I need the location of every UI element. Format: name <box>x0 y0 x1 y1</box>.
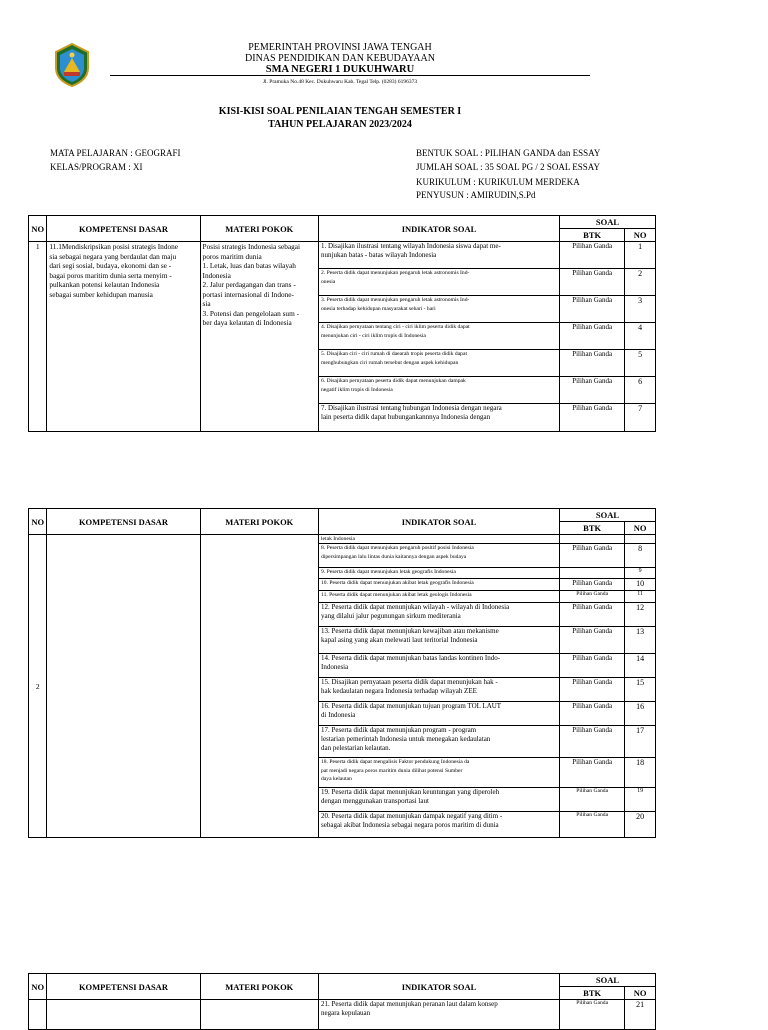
question-number-cell: 8 <box>625 544 656 568</box>
question-number-cell: 1 <box>625 242 656 269</box>
indikator-cell <box>319 377 560 404</box>
header-qno: NO <box>625 522 656 535</box>
indikator-cell <box>319 654 560 678</box>
meta-question-form: BENTUK SOAL : PILIHAN GANDA dan ESSAY <box>416 148 601 158</box>
meta-subject: MATA PELAJARAN : GEOGRAFI <box>50 148 181 158</box>
text-line: 3. Potensi dan pengelolaan sum - <box>202 308 300 318</box>
btk-cell: Pilihan Ganda <box>559 579 624 591</box>
indikator-cell <box>319 1000 560 1030</box>
kop-address: Jl. Pramuka No.48 Kec. Dukuhwaru Kab. Tegal Telp. (0283) 6196373 <box>262 79 418 85</box>
text-line: 2. Jalur perdagangan dan trans - <box>202 280 296 289</box>
header-btk: BTK <box>559 522 624 535</box>
text-line: 2. Peserta didik dapat menunjukan pengaruh letak astronomis Ind- <box>321 270 470 276</box>
text-line: 15. Disajikan pernyataan peserta didik dapat menunjukan hak - <box>321 678 498 686</box>
text-line: negatif iklim tropis di Indonesia <box>321 386 393 393</box>
grid-table-page-2 <box>28 508 656 838</box>
indikator-cell <box>319 568 560 579</box>
indikator-cell <box>319 603 560 627</box>
kop-divider <box>110 75 590 76</box>
btk-cell: Pilihan Ganda <box>559 242 624 269</box>
kompetensi-dasar-cell <box>47 1000 200 1030</box>
text-line: pulkankan potensi kelautan Indonesia <box>49 280 160 289</box>
meta-question-count: JUMLAH SOAL : 35 SOAL PG / 2 SOAL ESSAY <box>416 162 600 172</box>
text-line: di Indonesia <box>321 711 356 719</box>
kop-line-government: PEMERINTAH PROVINSI JAWA TENGAH <box>248 42 432 53</box>
meta-class: KELAS/PROGRAM : XI <box>50 162 143 172</box>
btk-cell: Pilihan Ganda <box>559 1000 624 1030</box>
text-line: Posisi strategis Indonesia sebagai <box>202 242 301 251</box>
indikator-cell <box>319 544 560 568</box>
text-line: lestarian pemerintah Indonesia untuk menegakan kedaulatan <box>321 735 491 743</box>
text-line: 11.1Mendiskripsikan posisi strategis Indone <box>49 242 179 251</box>
text-line: 13. Peserta didik dapat menunjukan kewajiban atau mekanisme <box>321 627 499 635</box>
text-line: 4. Disajikan pernyataan tentang ciri - ciri iklim peserta didik dapat <box>321 324 470 330</box>
header-indikator: INDIKATOR SOAL <box>319 509 560 535</box>
header-indikator: INDIKATOR SOAL <box>319 974 560 1000</box>
question-number-cell: 7 <box>625 404 656 432</box>
text-line: 18. Peserta didik dapat mengalisis Faktor pendukung Indonesia da <box>321 759 470 765</box>
text-line: 16. Peserta didik dapat menunjukan tujuan program TOL LAUT <box>321 702 502 710</box>
meta-curriculum: KURIKULUM : KURIKULUM MERDEKA <box>416 177 580 187</box>
btk-cell: Pilihan Ganda <box>559 812 624 838</box>
btk-cell <box>559 568 624 579</box>
grid-table-page-3 <box>28 973 656 1030</box>
header-no: NO <box>29 509 47 535</box>
indikator-cell <box>319 269 560 296</box>
text-line: dan pelestarian kelautan. <box>321 744 391 752</box>
btk-cell <box>559 535 624 544</box>
text-line: 8. Peserta didik dapat menunjukan pengaruh positif posisi Indonesia <box>321 545 474 551</box>
question-number-cell: 10 <box>625 579 656 591</box>
row-number: 1 <box>29 242 47 432</box>
document-subtitle: TAHUN PELAJARAN 2023/2024 <box>268 119 412 130</box>
question-number-cell: 17 <box>625 726 656 758</box>
row-number <box>29 1000 47 1030</box>
text-line: negara kepulauan <box>321 1009 371 1017</box>
btk-cell: Pilihan Ganda <box>559 323 624 350</box>
text-line: 19. Peserta didik dapat menunjukan keuntungan yang diperoleh <box>321 788 500 796</box>
table-row <box>29 535 656 544</box>
text-line: onesia <box>321 278 336 285</box>
question-number-cell: 20 <box>625 812 656 838</box>
header-soal: SOAL <box>559 509 655 522</box>
text-line: 10. Peserta didik dapat menunjukan akibat letak geografis Indonesia <box>321 580 474 586</box>
question-number-cell: 3 <box>625 296 656 323</box>
indikator-cell <box>319 788 560 812</box>
materi-pokok-cell <box>200 535 318 838</box>
text-line: 11. Peserta didik dapat menunjukan akibat letak geologis Indonesia <box>321 592 472 598</box>
btk-cell: Pilihan Ganda <box>559 702 624 726</box>
materi-pokok-cell <box>200 1000 318 1030</box>
question-number-cell: 2 <box>625 269 656 296</box>
text-line: yang dilalui jalur pegunungan sirkum mediterania <box>321 612 461 620</box>
grid-table-page-1 <box>28 215 656 432</box>
text-line: sebagai akibat Indonesia sebagai negara poros maritim di dunia <box>321 821 499 829</box>
indikator-cell <box>319 579 560 591</box>
header-indikator: INDIKATOR SOAL <box>319 216 560 242</box>
btk-cell: Pilihan Ganda <box>559 377 624 404</box>
question-number-cell: 13 <box>625 627 656 654</box>
text-line: dipersimpangan lalu lintas dunia kaitannya dengan aspek budaya <box>321 553 467 560</box>
indikator-cell <box>319 323 560 350</box>
header-mp: MATERI POKOK <box>200 509 318 535</box>
text-line: 5. Disajikan ciri - ciri rumah di daearah tropis peserta didik dapat <box>321 351 468 357</box>
btk-cell: Pilihan Ganda <box>559 404 624 432</box>
indikator-cell <box>319 242 560 269</box>
header-qno: NO <box>625 229 656 242</box>
row-number: 2 <box>29 535 47 838</box>
indikator-cell <box>319 758 560 788</box>
indikator-cell <box>319 726 560 758</box>
btk-cell: Pilihan Ganda <box>559 627 624 654</box>
question-number-cell: 5 <box>625 350 656 377</box>
text-line: 20. Peserta didik dapat menunjukan dampak negatif yang ditim - <box>321 812 503 820</box>
question-number-cell: 18 <box>625 758 656 788</box>
kop-line-school: SMA NEGERI 1 DUKUHWARU <box>265 64 415 75</box>
table-row <box>29 1000 656 1030</box>
question-number-cell: 9 <box>625 568 656 579</box>
text-line: sia <box>202 299 211 308</box>
meta-author: PENYUSUN : AMIRUDIN,S.Pd <box>416 190 536 200</box>
text-line: ber daya kelautan di Indonesia <box>202 318 292 327</box>
header-kd: KOMPETENSI DASAR <box>47 974 200 1000</box>
text-line: pat menjadi negara poros maritim dunia dilihat potensi Sumber <box>321 767 463 774</box>
btk-cell: Pilihan Ganda <box>559 788 624 812</box>
header-soal: SOAL <box>559 974 655 987</box>
btk-cell: Pilihan Ganda <box>559 654 624 678</box>
text-line: 14. Peserta didik dapat menunjukan batas landas kontinen Indo- <box>321 654 501 662</box>
text-line: sebagai sumber kehidupan manusia <box>49 289 153 299</box>
table-row <box>29 242 656 269</box>
btk-cell: Pilihan Ganda <box>559 350 624 377</box>
indikator-cell <box>319 702 560 726</box>
header-kd: KOMPETENSI DASAR <box>47 509 200 535</box>
text-line: portasi internasional di Indone- <box>202 289 294 299</box>
text-line: 21. Peserta didik dapat menunjukan peranan laut dalam konsep <box>321 1000 498 1008</box>
header-qno: NO <box>625 987 656 1000</box>
question-number-cell: 11 <box>625 591 656 603</box>
central-java-emblem-icon <box>52 42 92 88</box>
question-number-cell: 16 <box>625 702 656 726</box>
text-line: sia sebagai negara yang berdaulat dan maju <box>49 251 177 261</box>
header-btk: BTK <box>559 987 624 1000</box>
btk-cell: Pilihan Ganda <box>559 591 624 603</box>
question-number-cell: 4 <box>625 323 656 350</box>
text-line: poros maritim dunia <box>202 251 262 261</box>
header-kd: KOMPETENSI DASAR <box>47 216 200 242</box>
text-line: 3. Peserta didik dapat menunjukan pengaruh letak astronomis Ind- <box>321 297 470 303</box>
indikator-cell: letak Indonesia <box>319 535 560 544</box>
materi-pokok-cell <box>200 242 318 432</box>
indikator-cell <box>319 296 560 323</box>
question-number-cell: 15 <box>625 678 656 702</box>
text-line: daya kelautan <box>321 776 352 782</box>
header-no: NO <box>29 216 47 242</box>
header-mp: MATERI POKOK <box>200 216 318 242</box>
text-line: 9. Peserta didik dapat menunjukan letak geografis Indonesia <box>321 569 456 575</box>
text-line: menunjukan ciri - ciri iklim tropis di Indonesia <box>321 332 426 339</box>
text-line: 7. Disajikan ilustrasi tentang hubungan Indonesia dengan negara <box>321 404 502 412</box>
question-number-cell <box>625 535 656 544</box>
header-no: NO <box>29 974 47 1000</box>
text-line: Indonesia <box>202 270 231 280</box>
btk-cell: Pilihan Ganda <box>559 726 624 758</box>
text-line: 17. Peserta didik dapat menunjukan program - program <box>321 726 477 734</box>
btk-cell: Pilihan Ganda <box>559 544 624 568</box>
text-line: dengan menggunakan transportasi laut <box>321 797 429 805</box>
indikator-cell <box>319 591 560 603</box>
text-line: lain peserta didik dapat hubungankannnya Indonesia dengan <box>321 413 491 421</box>
kompetensi-dasar-cell <box>47 535 200 838</box>
btk-cell: Pilihan Ganda <box>559 603 624 627</box>
btk-cell: Pilihan Ganda <box>559 296 624 323</box>
text-line: dari segi sosial, budaya, ekonomi dan se - <box>49 261 172 270</box>
btk-cell: Pilihan Ganda <box>559 269 624 296</box>
btk-cell: Pilihan Ganda <box>559 678 624 702</box>
text-line: kapal asing yang akan melewati laut teritorial Indonesia <box>321 636 478 644</box>
question-number-cell: 14 <box>625 654 656 678</box>
indikator-cell <box>319 350 560 377</box>
indikator-cell <box>319 678 560 702</box>
text-line: 1. Letak, luas dan batas wilayah <box>202 261 296 270</box>
header-btk: BTK <box>559 229 624 242</box>
header-mp: MATERI POKOK <box>200 974 318 1000</box>
text-line: Indonesia <box>321 663 349 671</box>
text-line: 12. Peserta didik dapat menunjukan wilayah - wilayah di Indonesia <box>321 603 510 611</box>
header-soal: SOAL <box>559 216 655 229</box>
question-number-cell: 21 <box>625 1000 656 1030</box>
indikator-cell <box>319 627 560 654</box>
indikator-cell <box>319 404 560 432</box>
btk-cell: Pilihan Ganda <box>559 758 624 788</box>
question-number-cell: 19 <box>625 788 656 812</box>
question-number-cell: 12 <box>625 603 656 627</box>
text-line: bagai poros maritim dunia serta menyim - <box>49 270 172 280</box>
question-number-cell: 6 <box>625 377 656 404</box>
kop-line-department: DINAS PENDIDIKAN DAN KEBUDAYAAN <box>245 53 435 64</box>
text-line: 1. Disajikan ilustrasi tentang wilayah Indonesia siswa dapat me- <box>321 242 501 250</box>
text-line: menghubungkan ciri rumah tersebut dengan aspek kehidupan <box>321 359 459 366</box>
text-line: hak kedaulatan negara Indonesia terhadap wilayah ZEE <box>321 687 477 695</box>
indikator-cell <box>319 812 560 838</box>
document-title: KISI-KISI SOAL PENILAIAN TENGAH SEMESTER I <box>218 106 462 117</box>
text-line: onesia terhadap kehidupan masyarakat sehari - hari <box>321 305 436 312</box>
text-line: nunjukan batas - batas wilayah Indonesia <box>321 251 437 259</box>
kompetensi-dasar-cell <box>47 242 200 432</box>
text-line: 6. Disajikan pernyataan peserta didik dapat menunjukan dampak <box>321 378 466 384</box>
